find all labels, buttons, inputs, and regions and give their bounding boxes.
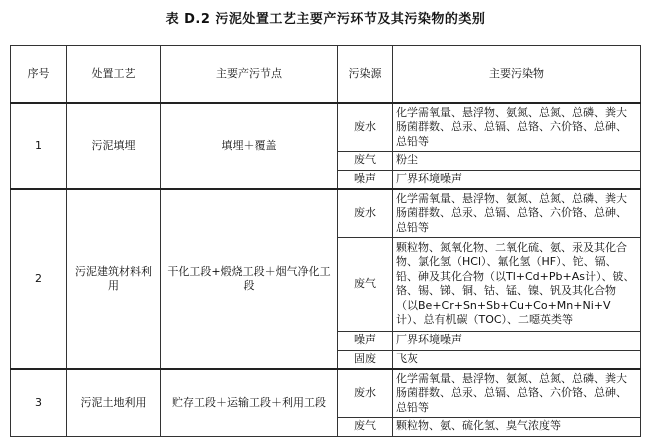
row-source: 废气: [338, 417, 393, 436]
row-pollutants: 颗粒物、氨、硫化氢、臭气浓度等: [393, 417, 641, 436]
header-source: 污染源: [338, 46, 393, 104]
header-no: 序号: [11, 46, 67, 104]
group-1: [11, 103, 641, 189]
row-pollutants: 厂界环境噪声: [393, 331, 641, 350]
table-row: [11, 369, 641, 417]
row-process: 污泥建筑材料利用: [67, 189, 161, 369]
table-row: [11, 103, 641, 151]
row-source: 噪声: [338, 331, 393, 350]
row-pollutants: 化学需氧量、悬浮物、氨氮、总氮、总磷、粪大肠菌群数、总汞、总镉、总铬、六价铬、总砷、总铅等: [393, 189, 641, 237]
row-source: 废气: [338, 151, 393, 170]
row-source: 废气: [338, 237, 393, 331]
row-pollutants: 粉尘: [393, 151, 641, 170]
header-pollutants: 主要污染物: [393, 46, 641, 104]
row-nodes: 填埋＋覆盖: [161, 103, 338, 189]
row-pollutants: 颗粒物、氮氧化物、二氧化硫、氨、汞及其化合物、氯化氢（HCl）、氟化氢（HF）、铊、镉、铅、砷及其化合物（以Tl+Cd+Pb+As计）、铍、铬、锡、锑、铜、钴、锰、镍、钒及其化合物（以Be+Cr+Sn+Sb+Cu+Co+Mn+Ni+V计）、总有机碳（TOC）、二噁英类等: [393, 237, 641, 331]
pollution-table: [10, 45, 641, 437]
header-nodes: 主要产污节点: [161, 46, 338, 104]
row-no: 1: [11, 103, 67, 189]
row-no: 3: [11, 369, 67, 436]
row-pollutants: 化学需氧量、悬浮物、氨氮、总氮、总磷、粪大肠菌群数、总汞、总镉、总铬、六价铬、总砷、总铅等: [393, 369, 641, 417]
row-source: 废水: [338, 189, 393, 237]
row-pollutants: 飞灰: [393, 350, 641, 369]
row-nodes: 贮存工段＋运输工段＋利用工段: [161, 369, 338, 436]
row-nodes: 干化工段+煅烧工段＋烟气净化工段: [161, 189, 338, 369]
row-pollutants: 化学需氧量、悬浮物、氨氮、总氮、总磷、粪大肠菌群数、总汞、总镉、总铬、六价铬、总砷、总铅等: [393, 103, 641, 151]
row-process: 污泥填埋: [67, 103, 161, 189]
row-process: 污泥土地利用: [67, 369, 161, 436]
row-no: 2: [11, 189, 67, 369]
row-pollutants: 厂界环境噪声: [393, 170, 641, 189]
header-row: [11, 46, 641, 104]
row-source: 固废: [338, 350, 393, 369]
header-process: 处置工艺: [67, 46, 161, 104]
table-title: 表 D.2 污泥处置工艺主要产污环节及其污染物的类别: [165, 12, 486, 27]
row-source: 废水: [338, 369, 393, 417]
group-3: [11, 369, 641, 436]
table-row: [11, 189, 641, 237]
row-source: 噪声: [338, 170, 393, 189]
group-2: [11, 189, 641, 369]
row-source: 废水: [338, 103, 393, 151]
